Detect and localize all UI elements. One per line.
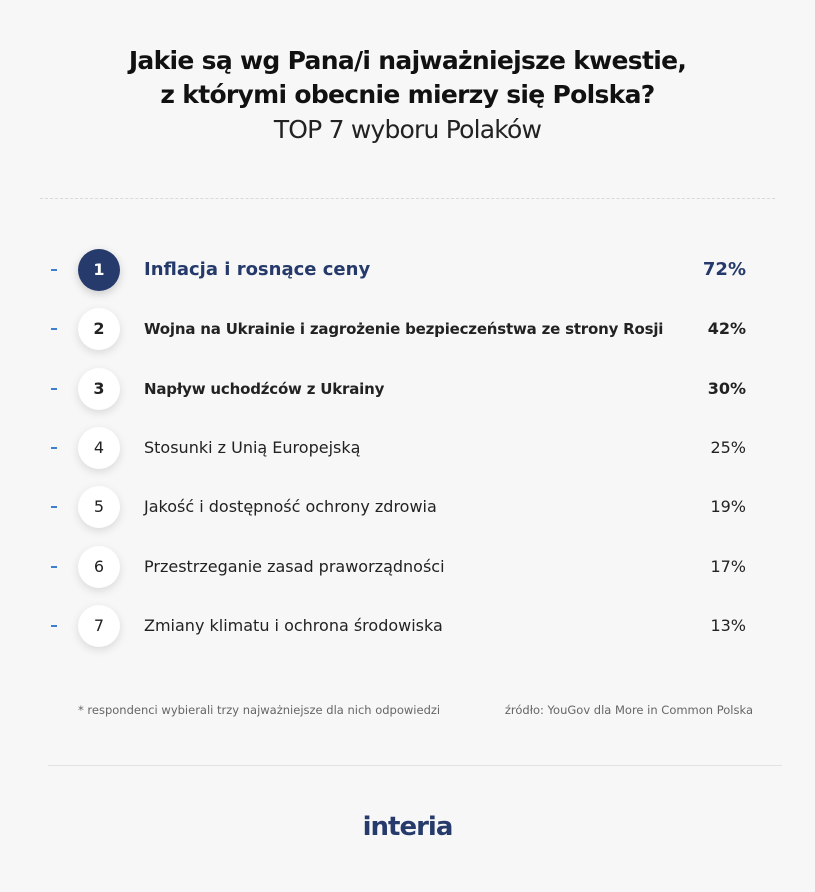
rank-badge: 6 (78, 546, 120, 588)
issue-label: Jakość i dostępność ochrony zdrowia (144, 497, 437, 516)
issue-label: Stosunki z Unią Europejską (144, 438, 361, 457)
row-dash-marker (51, 269, 57, 271)
percent-value: 25% (710, 438, 746, 457)
issue-label: Napływ uchodźców z Ukrainy (144, 380, 385, 398)
percent-value: 42% (707, 319, 746, 338)
row-dash-marker (51, 388, 57, 390)
percent-value: 13% (710, 616, 746, 635)
ranking-row (0, 484, 815, 530)
ranking-row (0, 247, 815, 293)
row-dash-marker (51, 625, 57, 627)
interia-logo[interactable]: interia (362, 812, 453, 842)
percent-value: 19% (710, 497, 746, 516)
rank-badge: 7 (78, 605, 120, 647)
chart-header (0, 44, 815, 148)
footnote: * respondenci wybierali trzy najważniejsze dla nich odpowiedzi (78, 703, 441, 717)
ranking-row (0, 306, 815, 352)
percent-value: 17% (710, 557, 746, 576)
rank-badge: 1 (78, 249, 120, 291)
row-dash-marker (51, 506, 57, 508)
footer-divider (48, 765, 782, 766)
row-dash-marker (51, 328, 57, 330)
ranking-row (0, 544, 815, 590)
rank-badge: 4 (78, 427, 120, 469)
dotted-divider (40, 198, 775, 199)
issue-label: Wojna na Ukrainie i zagrożenie bezpieczeństwa ze strony Rosji (144, 320, 664, 338)
chart-subtitle: TOP 7 wyboru Polaków (273, 115, 542, 144)
row-dash-marker (51, 566, 57, 568)
issue-label: Przestrzeganie zasad praworządności (144, 557, 445, 576)
issue-label: Inflacja i rosnące ceny (144, 259, 371, 280)
percent-value: 30% (707, 379, 746, 398)
percent-value: 72% (702, 259, 746, 280)
rank-badge: 2 (78, 308, 120, 350)
issue-label: Zmiany klimatu i ochrona środowiska (144, 616, 443, 635)
chart-title-line-2: z którymi obecnie mierzy się Polska? (160, 80, 655, 109)
rank-badge: 3 (78, 368, 120, 410)
rank-badge: 5 (78, 486, 120, 528)
ranking-row (0, 425, 815, 471)
row-dash-marker (51, 447, 57, 449)
ranking-row (0, 366, 815, 412)
source-note: źródło: YouGov dla More in Common Polska (504, 703, 753, 717)
chart-title-line-1: Jakie są wg Pana/i najważniejsze kwestie, (128, 46, 687, 75)
ranking-row (0, 603, 815, 649)
